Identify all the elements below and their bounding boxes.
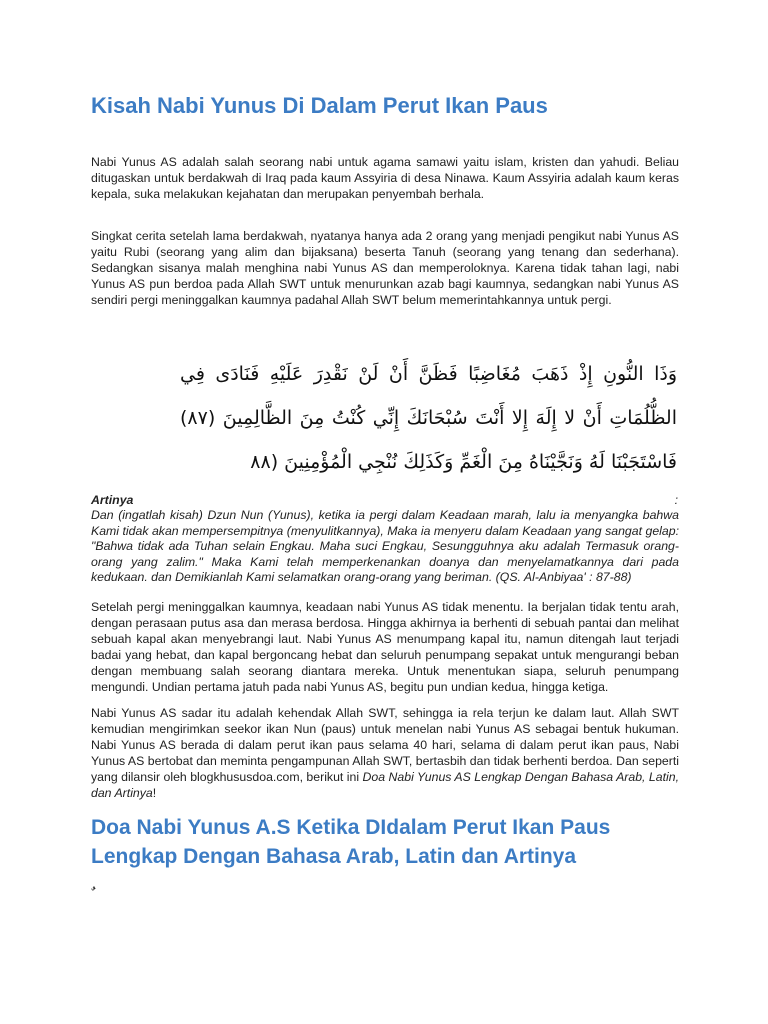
story-paragraph-3-end: ! bbox=[152, 785, 157, 800]
story-paragraph-2: Setelah pergi meninggalkan kaumnya, keadaan nabi Yunus AS tidak menentu. Ia berjalan tidak tentu arah, dengan perasaan putus asa dan merasa berdosa. Hingga akhirnya ia berhenti di sebuah pantai dan melihat sebuah kapal akan menyebrangi laut. Nabi Yunus AS menumpang kapal itu, namun ditengah laut terjadi badai yang hebat, dan kapal bergoncang hebat dan seluruh penumpang sepakat untuk mengurangi beban dengan membuang salah seorang diantara mereka. Untuk menentukan siapa, seluruh penumpang mengundi. Undian pertama jatuh pada nabi Yunus AS, begitu pun undian kedua, hingga ketiga. bbox=[91, 600, 679, 694]
arabic-verse: وَذَا النُّونِ إِذْ ذَهَبَ مُغَاضِبًا فَظَنَّ أَنْ لَنْ نَقْدِرَ عَلَيْهِ فَنَادَى فِي الظُّلُمَاتِ أَنْ لا إِلَهَ إِلا أَنْتَ سُبْحَانَكَ إِنِّي كُنْتُ مِنَ الظَّالِمِينَ (٨٧) فَاسْتَجَبْنَا لَهُ وَنَجَّيْنَاهُ مِنَ الْغَمِّ وَكَذَلِكَ نُنْجِي الْمُؤْمِنِينَ (٨٨ bbox=[180, 363, 677, 473]
doa-title-reference: Doa Nabi Yunus AS Lengkap Dengan Bahasa Arab, Latin, dan Artinya bbox=[91, 769, 679, 800]
story-paragraph-3 bbox=[91, 706, 679, 801]
artinya-translation: Dan (ingatlah kisah) Dzun Nun (Yunus), ketika ia pergi dalam Keadaan marah, lalu ia menyangka bahwa Kami tidak akan mempersempitnya (menyulitkannya), Maka ia menyeru dalam Keadaan yang sangat gelap: "Bahwa tidak ada Tuhan selain Engkau. Maha suci Engkau, Sesungguhnya aku adalah Termasuk orang-orang yang zalim." Maka Kami telah memperkenankan doanya dan menyelamatkannya dari pada kedukaan. dan Demikianlah Kami selamatkan orang-orang yang beriman. (QS. Al-Anbiyaa' : 87-88) bbox=[91, 508, 679, 585]
doa-section-heading: Doa Nabi Yunus A.S Ketika DIdalam Perut Ikan Paus Lengkap Dengan Bahasa Arab, Latin dan Artinya bbox=[91, 816, 611, 868]
story-paragraph-1: Singkat cerita setelah lama berdakwah, nyatanya hanya ada 2 orang yang menjadi pengikut nabi Yunus AS yaitu Rubi (seorang yang alim dan bijaksana) beserta Tanuh (seorang yang tenang dan sederhana). Sedangkan sisanya malah menghina nabi Yunus AS dan memperoloknya. Karena tidak tahan lagi, nabi Yunus AS pun berdoa pada Allah SWT untuk menurunkan azab bagi kaumnya, sedangkan nabi Yunus AS sendiri pergi meninggalkan kaumnya padahal Allah SWT belum memerintahkannya untuk pergi. bbox=[91, 229, 679, 307]
artinya-label: Artinya bbox=[91, 493, 134, 507]
story-paragraph-3-text: Nabi Yunus AS sadar itu adalah kehendak Allah SWT, sehingga ia rela terjun ke dalam laut. Allah SWT kemudian mengirimkan seekor ikan Nun (paus) untuk menelan nabi Yunus AS sebagai bentuk hukuman. Nabi Yunus AS berada di dalam perut ikan paus selama 40 hari, selama di dalam perut ikan paus, Nabi Yunus AS bertobat dan meminta pengampunan Allah SWT, bertasbih dan tidak berhenti berdoa. Dan seperti yang dilansir oleh blogkhususdoa.com, berikut ini bbox=[91, 706, 679, 784]
article-title: Kisah Nabi Yunus Di Dalam Perut Ikan Paus bbox=[91, 93, 548, 118]
intro-paragraph: Nabi Yunus AS adalah salah seorang nabi untuk agama samawi yaitu islam, kristen dan yahudi. Beliau ditugaskan untuk berdakwah di Iraq pada kaum Assyiria di desa Ninawa. Kaum Assyiria adalah kaum keras kepala, suka melakukan kejahatan dan merupakan penyembah berhala. bbox=[91, 155, 679, 201]
artinya-colon: : bbox=[674, 493, 678, 507]
